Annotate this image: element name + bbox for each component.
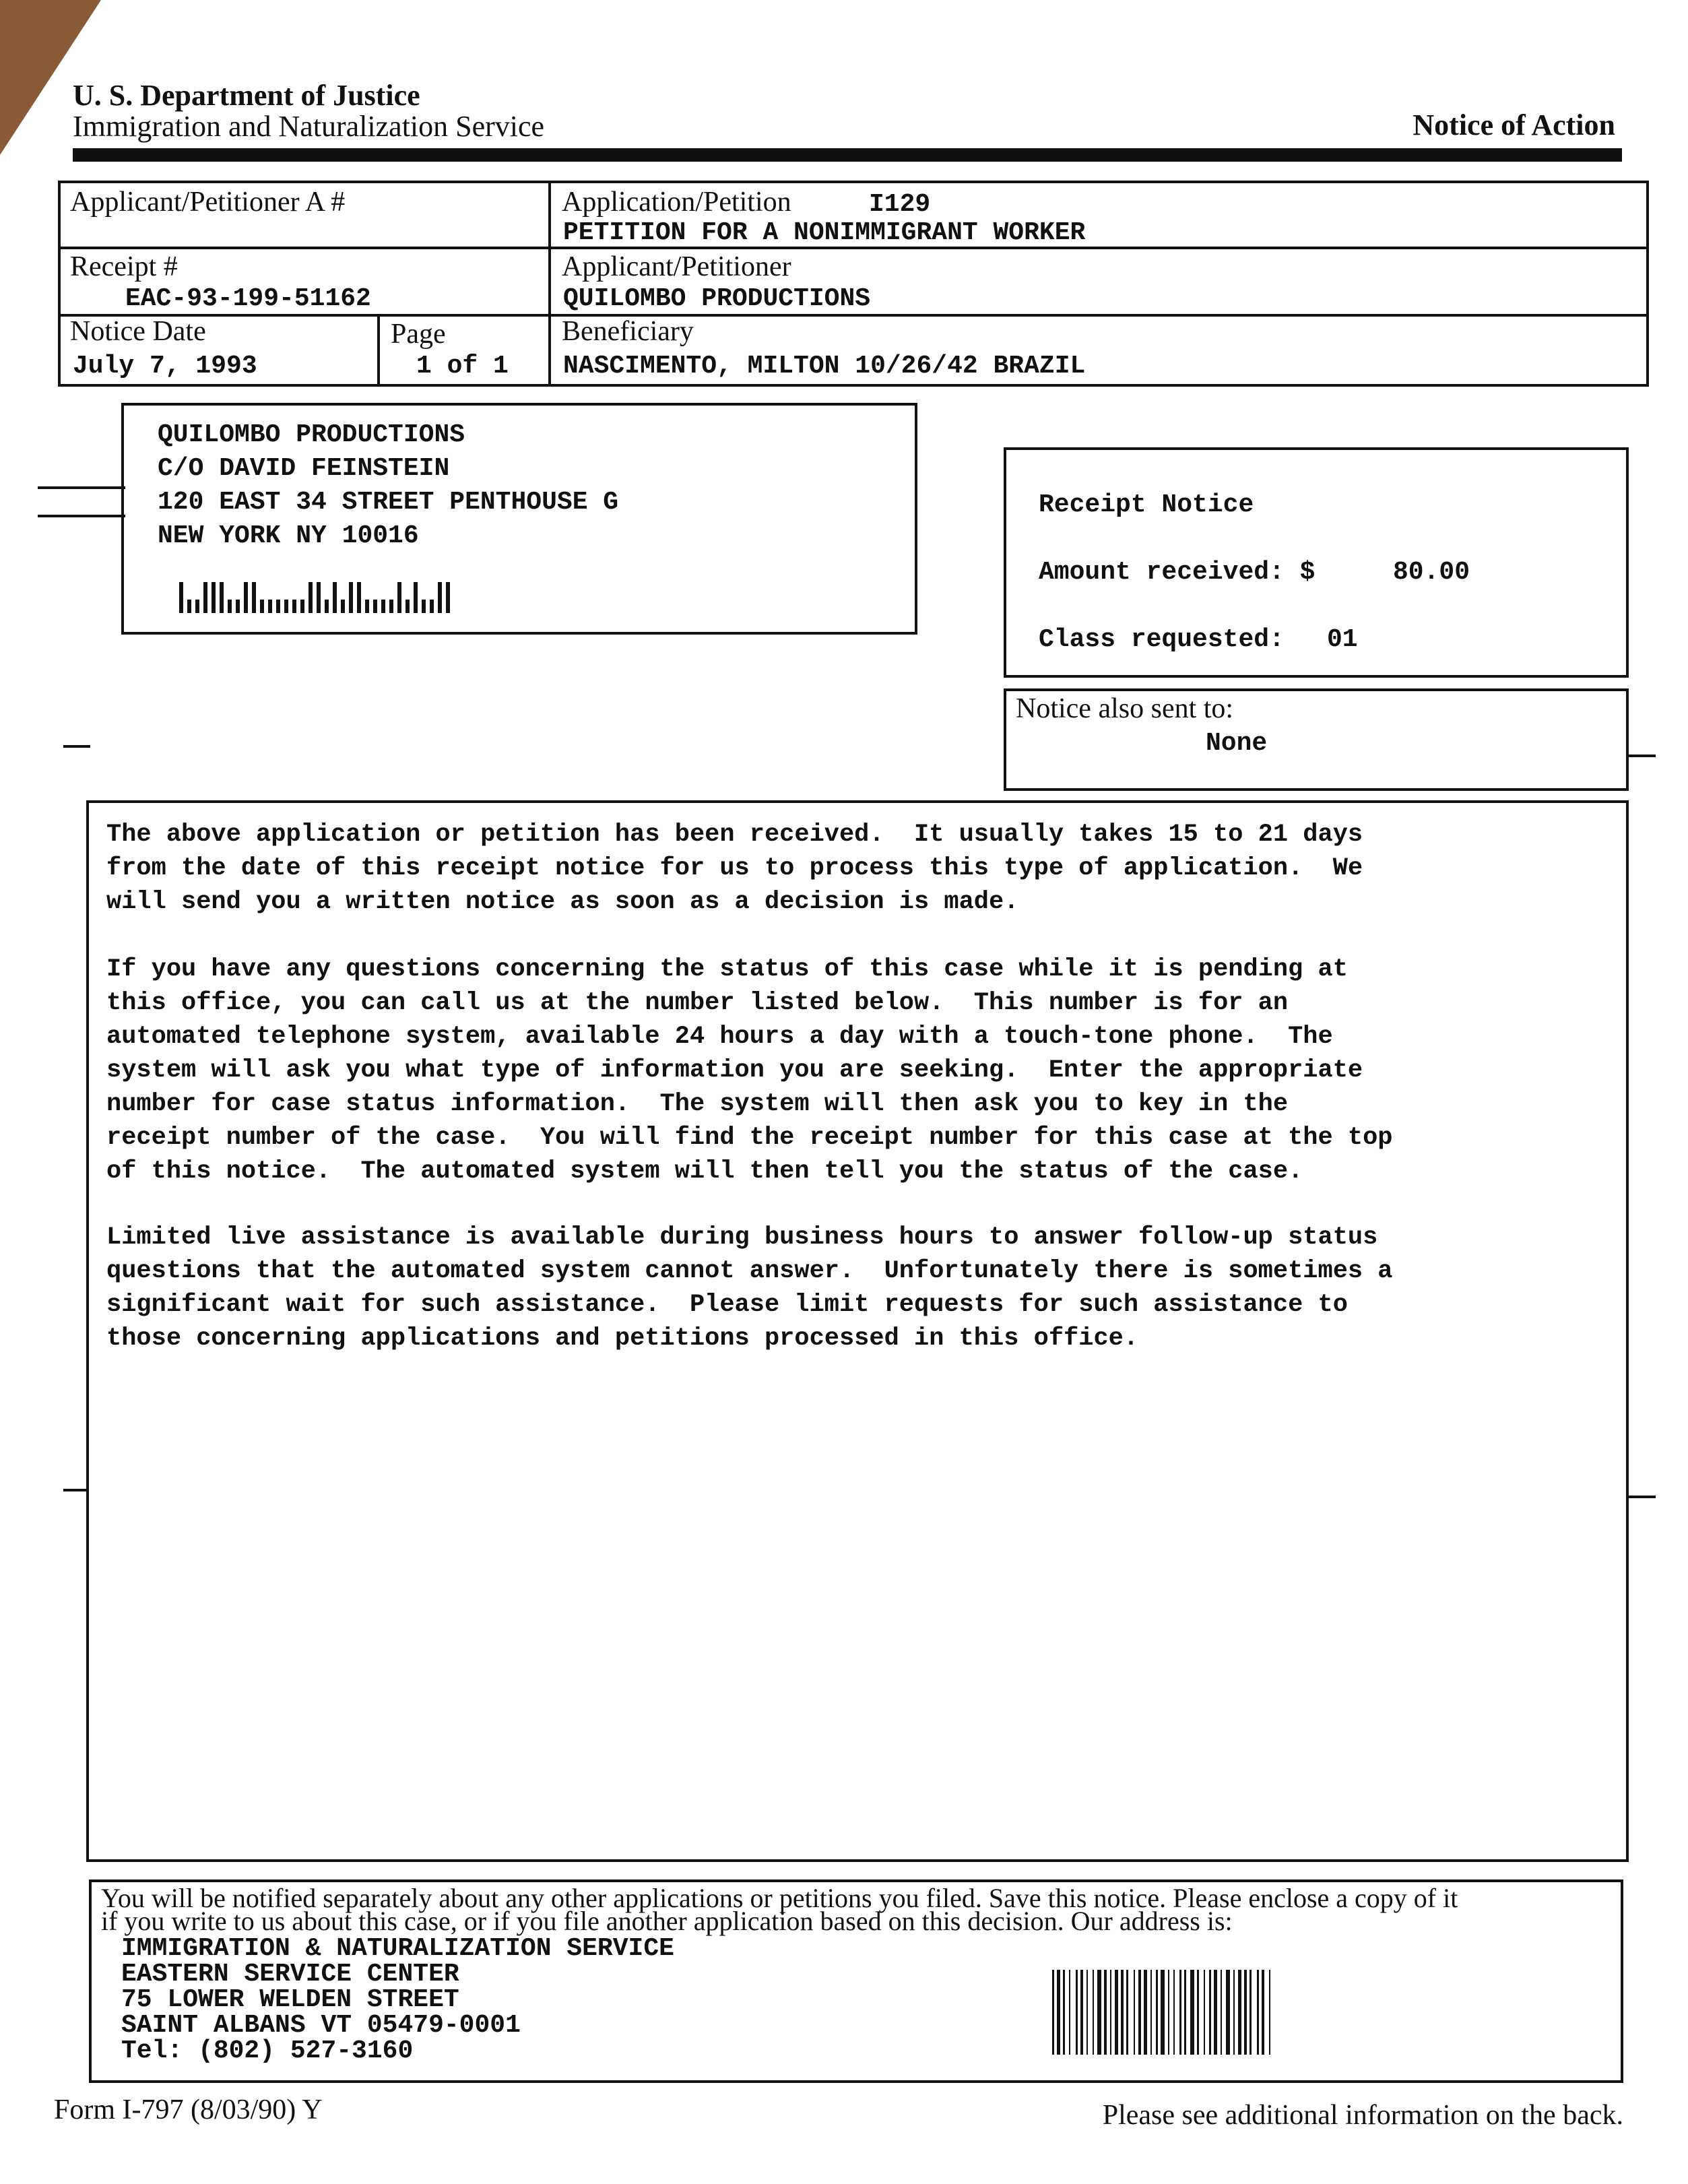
footer-intro-line-2: if you write to us about this case, or if you file another application based on this decision. Our address is:	[101, 1906, 1233, 1936]
footer-intro-line-1: You will be notified separately about any other applications or petitions you filed. Save this notice. Please enclose a copy of it	[101, 1883, 1458, 1913]
grid-row-divider-2	[61, 314, 1646, 317]
page-label: Page	[391, 319, 446, 350]
fold-mark	[1629, 1496, 1656, 1498]
body-paragraph-1: The above application or petition has been received. It usually takes 15 to 21 days from the date of this receipt notice for us to process this type of application. We will send you a written notice as soon as a decision is made.	[106, 821, 1363, 916]
form-identifier: Form I-797 (8/03/90) Y	[54, 2094, 323, 2125]
case-barcode	[1052, 1970, 1537, 2055]
service-address-line: 75 LOWER WELDEN STREET	[121, 1985, 459, 2014]
service-address-line: IMMIGRATION & NATURALIZATION SERVICE	[121, 1934, 674, 1963]
application-label: Application/Petition	[562, 187, 791, 218]
service-address-line: SAINT ALBANS VT 05479-0001	[121, 2011, 521, 2040]
fold-mark	[63, 1489, 88, 1491]
address-line: 120 EAST 34 STREET PENTHOUSE G	[158, 488, 619, 517]
department-name: U. S. Department of Justice	[73, 79, 420, 112]
agency-name: Immigration and Naturalization Service	[73, 110, 545, 143]
amount-received-label: Amount received: $	[1039, 558, 1316, 587]
page-value: 1 of 1	[416, 352, 509, 381]
back-page-note: Please see additional information on the back.	[1102, 2100, 1623, 2131]
address-line: QUILOMBO PRODUCTIONS	[158, 420, 465, 449]
beneficiary-label: Beneficiary	[562, 316, 694, 347]
also-sent-label: Notice also sent to:	[1016, 693, 1234, 724]
applicant-label: Applicant/Petitioner	[562, 251, 791, 282]
application-code: I129	[869, 190, 931, 219]
notice-body-box	[86, 800, 1629, 1862]
service-address-line: Tel: (802) 527-3160	[121, 2036, 414, 2065]
receipt-notice-box	[1004, 447, 1629, 678]
notice-date-value: July 7, 1993	[73, 352, 257, 381]
receipt-label: Receipt #	[70, 251, 178, 282]
address-line: NEW YORK NY 10016	[158, 521, 419, 550]
mailing-address-box	[121, 403, 917, 635]
also-sent-value: None	[1206, 729, 1268, 758]
fold-mark	[63, 745, 90, 748]
service-address-line: EASTERN SERVICE CENTER	[121, 1960, 459, 1989]
fold-mark	[1629, 754, 1656, 757]
notice-date-label: Notice Date	[70, 316, 206, 347]
class-requested-value: 01	[1327, 625, 1358, 654]
amount-received-value: 80.00	[1393, 558, 1470, 587]
body-paragraph-2: If you have any questions concerning the status of this case while it is pending at this office, you can call us at the number listed below. This number is for an automated telephone system, available 24 hours a day with a touch-tone phone. The system will ask you what type of information you are seeking. Enter the appropriate number for case status information. The system will then ask you to key in the receipt number of the case. You will find the receipt number for this case at the top of this notice. The automated system will then tell you the status of the case.	[106, 955, 1393, 1186]
fold-mark	[38, 515, 125, 517]
grid-divider-page	[377, 314, 380, 384]
grid-divider-main	[548, 183, 551, 384]
postal-barcode	[179, 582, 489, 616]
applicant-a-label: Applicant/Petitioner A #	[70, 187, 346, 218]
footer-address-box	[89, 1880, 1623, 2083]
class-requested-label: Class requested:	[1039, 625, 1285, 654]
notice-type-title: Notice of Action	[1413, 108, 1615, 141]
receipt-number: EAC-93-199-51162	[125, 284, 371, 313]
header-rule	[73, 148, 1622, 162]
body-paragraph-3: Limited live assistance is available during business hours to answer follow-up status questions that the automated system cannot answer. Unfortunately there is sometimes a significant wait for such assistance. Please limit requests for such assistance to those concerning applications and petitions processed in this office.	[106, 1223, 1393, 1353]
applicant-value: QUILOMBO PRODUCTIONS	[563, 284, 871, 313]
notice-also-sent-box	[1004, 688, 1629, 791]
info-grid	[58, 181, 1649, 387]
application-description: PETITION FOR A NONIMMIGRANT WORKER	[563, 218, 1086, 247]
address-line: C/O DAVID FEINSTEIN	[158, 454, 450, 483]
fold-mark	[38, 486, 125, 489]
receipt-notice-title: Receipt Notice	[1039, 490, 1254, 519]
beneficiary-value: NASCIMENTO, MILTON 10/26/42 BRAZIL	[563, 352, 1086, 381]
